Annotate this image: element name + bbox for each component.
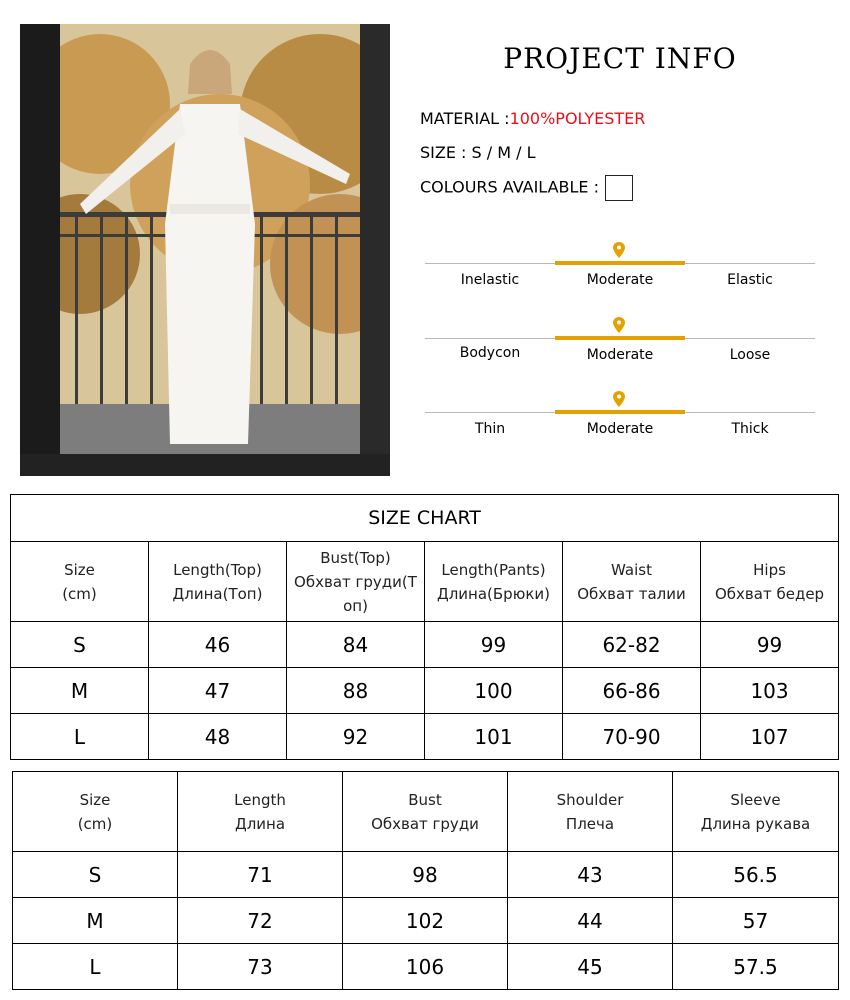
cell: 99: [425, 622, 563, 668]
cell: 103: [701, 668, 839, 714]
cell: 88: [287, 668, 425, 714]
header-bust: Bust Обхват груди: [343, 772, 508, 852]
cell: 101: [425, 714, 563, 760]
header-size: Size (cm): [11, 542, 149, 622]
cell: 45: [508, 944, 673, 990]
cell: 66-86: [563, 668, 701, 714]
cell: 57: [673, 898, 839, 944]
cell: 43: [508, 852, 673, 898]
location-pin-icon: [613, 317, 625, 333]
cell: 62-82: [563, 622, 701, 668]
cell: M: [11, 668, 149, 714]
cell: 56.5: [673, 852, 839, 898]
scale-left-label: Inelastic: [460, 272, 520, 288]
cell: S: [13, 852, 178, 898]
scale-right-label: Thick: [731, 421, 769, 437]
cell: 57.5: [673, 944, 839, 990]
header-length-pants: Length(Pants) Длина(Брюки): [425, 542, 563, 622]
location-pin-icon: [613, 391, 625, 407]
header-shoulder: Shoulder Плеча: [508, 772, 673, 852]
scale-left-label: Bodycon: [459, 345, 521, 361]
cell: 44: [508, 898, 673, 944]
cell: 98: [343, 852, 508, 898]
size-line: SIZE : S / M / L: [420, 143, 536, 162]
cell: 99: [701, 622, 839, 668]
cell: 84: [287, 622, 425, 668]
table-row: [11, 668, 839, 714]
scale-indicator: [555, 261, 685, 265]
size-chart-table-top-pants: [10, 494, 839, 760]
table-row: [13, 898, 839, 944]
scale-right-label: Loose: [729, 347, 771, 363]
scale-indicator: [555, 410, 685, 414]
table-row: [13, 944, 839, 990]
colours-line: [420, 175, 633, 201]
location-pin-icon: [613, 242, 625, 258]
cell: 102: [343, 898, 508, 944]
scale-indicator: [555, 336, 685, 340]
material-line: [420, 109, 645, 128]
cell: M: [13, 898, 178, 944]
header-length-top: Length(Top) Длина(Топ): [149, 542, 287, 622]
cell: 73: [178, 944, 343, 990]
cell: 46: [149, 622, 287, 668]
elasticity-scale: [425, 250, 815, 290]
cell: 48: [149, 714, 287, 760]
header-length: Length Длина: [178, 772, 343, 852]
cell: S: [11, 622, 149, 668]
model-photo-illustration: [20, 24, 390, 476]
cell: 106: [343, 944, 508, 990]
header-sleeve: Sleeve Длина рукава: [673, 772, 839, 852]
header-hips: Hips Обхват бедер: [701, 542, 839, 622]
scale-mid-label: Moderate: [586, 421, 654, 437]
cell: 92: [287, 714, 425, 760]
size-chart-title: SIZE CHART: [11, 495, 839, 542]
material-value: 100%POLYESTER: [509, 109, 646, 128]
colours-label: COLOURS AVAILABLE :: [420, 177, 599, 197]
material-label: MATERIAL :: [420, 109, 510, 128]
scale-mid-label: Moderate: [586, 347, 654, 363]
fit-scale: [425, 325, 815, 365]
scale-right-label: Elastic: [727, 272, 773, 288]
cell: L: [13, 944, 178, 990]
size-chart-table-jacket: [12, 771, 839, 990]
cell: 72: [178, 898, 343, 944]
scale-mid-label: Moderate: [586, 272, 654, 288]
header-bust-top: Bust(Top) Обхват груди(Т оп): [287, 542, 425, 622]
white-colour-swatch: [605, 175, 633, 201]
scale-left-label: Thin: [474, 421, 506, 437]
cell: 107: [701, 714, 839, 760]
thickness-scale: [425, 399, 815, 439]
product-photo: [20, 24, 390, 476]
table-row: [11, 622, 839, 668]
table-row: [11, 714, 839, 760]
cell: 47: [149, 668, 287, 714]
cell: 100: [425, 668, 563, 714]
table-row: [13, 852, 839, 898]
cell: 71: [178, 852, 343, 898]
header-waist: Waist Обхват талии: [563, 542, 701, 622]
project-info-title: PROJECT INFO: [503, 42, 737, 75]
header-size: Size (cm): [13, 772, 178, 852]
cell: 70-90: [563, 714, 701, 760]
cell: L: [11, 714, 149, 760]
